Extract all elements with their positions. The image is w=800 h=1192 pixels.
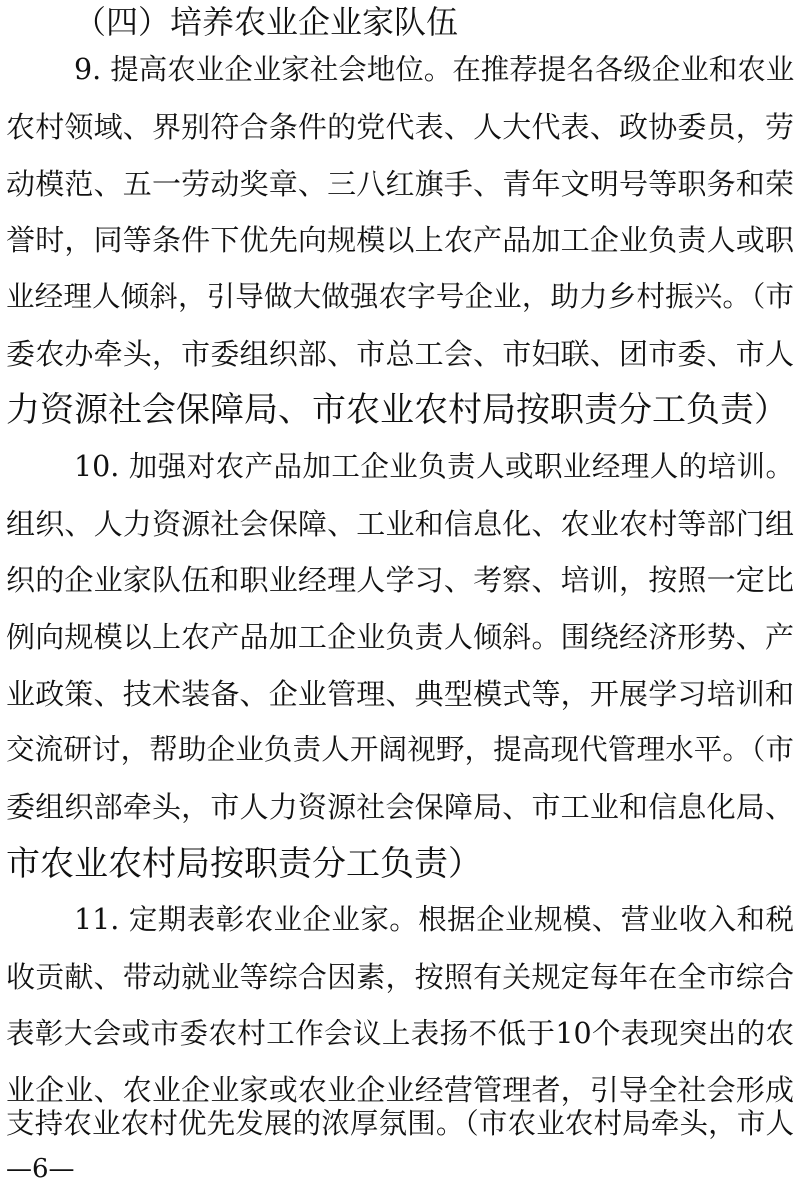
item-11-line-3: 表彰大会或市委农村工作会议上表扬不低于10个表现突出的农 <box>6 1017 794 1050</box>
item-10-line-8: 市农业农村局按职责分工负责） <box>6 844 482 884</box>
item-9-line-4: 誉时，同等条件下优先向规模以上农产品加工企业负责人或职 <box>6 223 794 257</box>
item-10-line-3: 织的企业家队伍和职业经理人学习、考察、培训，按照一定比 <box>6 563 794 597</box>
item-10-line-2: 组织、人力资源社会保障、工业和信息化、农业农村等部门组 <box>6 507 794 541</box>
item-9-line-6: 委农办牵头，市委组织部、市总工会、市妇联、团市委、市人 <box>6 337 794 371</box>
item-9-line-7: 力资源社会保障局、市农业农村局按职责分工负责） <box>6 390 788 430</box>
item-9-line-2: 农村领域、界别符合条件的党代表、人大代表、政协委员，劳 <box>6 110 794 144</box>
item-10-line-1: 10. 加强对农产品加工企业负责人或职业经理人的培训。 <box>74 450 794 483</box>
item-10-line-4: 例向规模以上农产品加工企业负责人倾斜。围绕经济形势、产 <box>6 620 794 654</box>
item-11-line-1: 11. 定期表彰农业企业家。根据企业规模、营业收入和税 <box>74 903 794 936</box>
item-11-line-2: 收贡献、带动就业等综合因素，按照有关规定每年在全市综合 <box>6 960 794 994</box>
item-10-line-5: 业政策、技术装备、企业管理、典型模式等，开展学习培训和 <box>6 677 794 711</box>
item-9-line-1: 9. 提高农业企业家社会地位。在推荐提名各级企业和农业 <box>74 53 794 86</box>
item-11-line-4: 业企业、农业企业家或农业企业经营管理者，引导全社会形成 <box>6 1073 794 1107</box>
item-9-line-3: 动模范、五一劳动奖章、三八红旗手、青年文明号等职务和荣 <box>6 167 794 201</box>
section-heading: （四）培养农业企业家队伍 <box>74 3 459 41</box>
page-number: —6— <box>6 1154 75 1184</box>
item-10-line-7: 委组织部牵头，市人力资源社会保障局、市工业和信息化局、 <box>6 790 794 824</box>
item-11-line-5: 支持农业农村优先发展的浓厚氛围。（市农业农村局牵头，市人 <box>6 1107 794 1140</box>
item-9-line-5: 业经理人倾斜，引导做大做强农字号企业，助力乡村振兴。（市 <box>6 280 794 313</box>
item-10-line-6: 交流研讨，帮助企业负责人开阔视野，提高现代管理水平。（市 <box>6 733 794 766</box>
